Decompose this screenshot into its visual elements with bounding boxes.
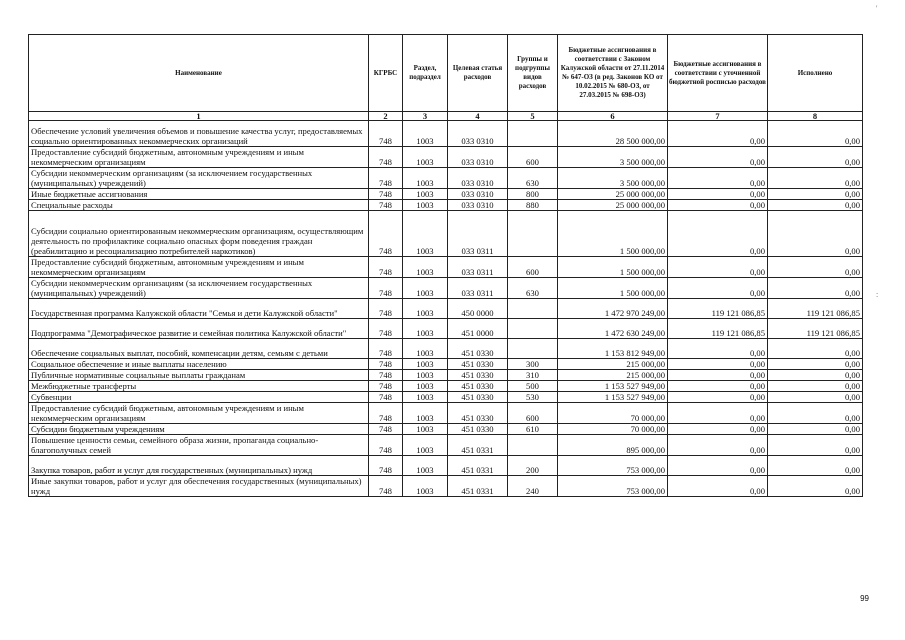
row-refined-amount: 0,00 (668, 403, 768, 424)
row-target: 451 0330 (448, 403, 508, 424)
row-kgrbs: 748 (369, 476, 403, 497)
row-law-amount: 215 000,00 (558, 359, 668, 370)
row-group (508, 339, 558, 359)
row-name: Подпрограмма "Демографическое развитие и семейная политика Калужской области" (29, 319, 369, 339)
row-name: Субсидии некоммерческим организациям (за исключением государственных (муниципальных) учреждений) (29, 278, 369, 299)
row-razdel: 1003 (403, 392, 448, 403)
row-razdel: 1003 (403, 476, 448, 497)
header-done: Исполнено (768, 35, 863, 112)
row-law-amount: 3 500 000,00 (558, 147, 668, 168)
row-refined-amount: 0,00 (668, 257, 768, 278)
row-kgrbs: 748 (369, 211, 403, 257)
row-group: 600 (508, 147, 558, 168)
table-row (29, 370, 863, 381)
row-group: 880 (508, 200, 558, 211)
row-group: 600 (508, 257, 558, 278)
row-law-amount: 215 000,00 (558, 370, 668, 381)
row-kgrbs: 748 (369, 370, 403, 381)
col-number: 5 (508, 112, 558, 121)
table-row (29, 257, 863, 278)
row-razdel: 1003 (403, 168, 448, 189)
row-refined-amount: 0,00 (668, 200, 768, 211)
row-kgrbs: 748 (369, 456, 403, 476)
row-target: 451 0330 (448, 424, 508, 435)
row-target: 451 0331 (448, 456, 508, 476)
table-row (29, 403, 863, 424)
row-kgrbs: 748 (369, 403, 403, 424)
row-name: Субсидии бюджетным учреждениям (29, 424, 369, 435)
table-row (29, 359, 863, 370)
row-done-amount: 0,00 (768, 168, 863, 189)
row-done-amount: 0,00 (768, 359, 863, 370)
row-razdel: 1003 (403, 370, 448, 381)
row-name: Иные бюджетные ассигнования (29, 189, 369, 200)
row-done-amount: 0,00 (768, 392, 863, 403)
row-done-amount: 0,00 (768, 403, 863, 424)
row-name: Субсидии социально ориентированным некоммерческим организациям, осуществляющим деятельность по профилактике социально опасных форм поведения граждан (реабилитацию и ресоциализацию потребителей наркотиков) (29, 211, 369, 257)
col-number: 8 (768, 112, 863, 121)
row-refined-amount: 0,00 (668, 456, 768, 476)
col-number: 7 (668, 112, 768, 121)
row-kgrbs: 748 (369, 435, 403, 456)
row-refined-amount: 0,00 (668, 121, 768, 147)
row-refined-amount: 0,00 (668, 211, 768, 257)
row-done-amount: 0,00 (768, 147, 863, 168)
row-law-amount: 753 000,00 (558, 456, 668, 476)
row-refined-amount: 0,00 (668, 147, 768, 168)
row-refined-amount: 0,00 (668, 278, 768, 299)
row-razdel: 1003 (403, 257, 448, 278)
row-name: Субсидии некоммерческим организациям (за исключением государственных (муниципальных) учреждений) (29, 168, 369, 189)
row-name: Повышение ценности семьи, семейного образа жизни, пропаганда социально-благополучных семей (29, 435, 369, 456)
row-kgrbs: 748 (369, 392, 403, 403)
row-law-amount: 1 153 812 949,00 (558, 339, 668, 359)
row-kgrbs: 748 (369, 121, 403, 147)
row-razdel: 1003 (403, 147, 448, 168)
row-target: 033 0311 (448, 211, 508, 257)
col-number: 2 (369, 112, 403, 121)
row-group (508, 435, 558, 456)
row-razdel: 1003 (403, 121, 448, 147)
table-row (29, 435, 863, 456)
row-group: 530 (508, 392, 558, 403)
row-name: Публичные нормативные социальные выплаты гражданам (29, 370, 369, 381)
row-done-amount: 119 121 086,85 (768, 299, 863, 319)
row-refined-amount: 0,00 (668, 392, 768, 403)
row-refined-amount: 0,00 (668, 168, 768, 189)
row-done-amount: 0,00 (768, 476, 863, 497)
row-target: 033 0310 (448, 189, 508, 200)
row-refined-amount: 0,00 (668, 381, 768, 392)
row-law-amount: 3 500 000,00 (558, 168, 668, 189)
row-target: 451 0000 (448, 319, 508, 339)
row-refined-amount: 0,00 (668, 189, 768, 200)
row-razdel: 1003 (403, 339, 448, 359)
row-law-amount: 1 472 630 249,00 (558, 319, 668, 339)
row-group: 310 (508, 370, 558, 381)
row-razdel: 1003 (403, 403, 448, 424)
table-row (29, 476, 863, 497)
column-number-row (29, 112, 863, 121)
row-refined-amount: 119 121 086,85 (668, 319, 768, 339)
row-group (508, 319, 558, 339)
row-razdel: 1003 (403, 456, 448, 476)
row-law-amount: 25 000 000,00 (558, 200, 668, 211)
table-row (29, 339, 863, 359)
row-refined-amount: 0,00 (668, 359, 768, 370)
row-kgrbs: 748 (369, 299, 403, 319)
row-target: 033 0310 (448, 168, 508, 189)
row-target: 451 0331 (448, 476, 508, 497)
row-target: 451 0330 (448, 359, 508, 370)
row-kgrbs: 748 (369, 359, 403, 370)
row-name: Межбюджетные трансферты (29, 381, 369, 392)
row-kgrbs: 748 (369, 168, 403, 189)
row-razdel: 1003 (403, 189, 448, 200)
row-group: 630 (508, 168, 558, 189)
table-row (29, 168, 863, 189)
row-law-amount: 1 153 527 949,00 (558, 392, 668, 403)
row-group: 630 (508, 278, 558, 299)
row-law-amount: 1 500 000,00 (558, 211, 668, 257)
row-refined-amount: 0,00 (668, 435, 768, 456)
table-row (29, 147, 863, 168)
row-razdel: 1003 (403, 424, 448, 435)
row-group: 600 (508, 403, 558, 424)
table-row (29, 424, 863, 435)
row-razdel: 1003 (403, 211, 448, 257)
row-target: 450 0000 (448, 299, 508, 319)
row-name: Субвенции (29, 392, 369, 403)
table-row (29, 189, 863, 200)
row-kgrbs: 748 (369, 319, 403, 339)
col-number: 3 (403, 112, 448, 121)
header-row (29, 35, 863, 112)
header-kgrbs: КГРБС (369, 35, 403, 112)
header-target: Целевая статья расходов (448, 35, 508, 112)
row-razdel: 1003 (403, 381, 448, 392)
row-kgrbs: 748 (369, 339, 403, 359)
table-row (29, 121, 863, 147)
row-kgrbs: 748 (369, 189, 403, 200)
row-kgrbs: 748 (369, 200, 403, 211)
col-number: 6 (558, 112, 668, 121)
header-law: Бюджетные ассигнования в соответствии с Законом Калужской области от 27.11.2014 № 647-ОЗ (в ред. Законов КО от 10.02.2015 № 680-ОЗ, от 27.03.2015 № 698-ОЗ) (558, 35, 668, 112)
table-row (29, 381, 863, 392)
row-refined-amount: 0,00 (668, 424, 768, 435)
row-law-amount: 28 500 000,00 (558, 121, 668, 147)
row-law-amount: 1 153 527 949,00 (558, 381, 668, 392)
row-group (508, 299, 558, 319)
row-law-amount: 753 000,00 (558, 476, 668, 497)
table-row (29, 278, 863, 299)
table-row (29, 299, 863, 319)
row-done-amount: 0,00 (768, 257, 863, 278)
row-razdel: 1003 (403, 299, 448, 319)
row-razdel: 1003 (403, 200, 448, 211)
header-razdel: Раздел, подраздел (403, 35, 448, 112)
row-name: Закупка товаров, работ и услуг для государственных (муниципальных) нужд (29, 456, 369, 476)
row-refined-amount: 0,00 (668, 370, 768, 381)
row-done-amount: 0,00 (768, 121, 863, 147)
row-name: Государственная программа Калужской области "Семья и дети Калужской области" (29, 299, 369, 319)
row-target: 451 0330 (448, 392, 508, 403)
table-row (29, 211, 863, 257)
row-law-amount: 895 000,00 (558, 435, 668, 456)
row-name: Предоставление субсидий бюджетным, автономным учреждениям и иным некоммерческим организациям (29, 257, 369, 278)
row-done-amount: 0,00 (768, 456, 863, 476)
row-kgrbs: 748 (369, 381, 403, 392)
row-refined-amount: 0,00 (668, 339, 768, 359)
row-law-amount: 70 000,00 (558, 403, 668, 424)
row-group: 240 (508, 476, 558, 497)
row-razdel: 1003 (403, 319, 448, 339)
row-group (508, 121, 558, 147)
row-refined-amount: 0,00 (668, 476, 768, 497)
header-groups: Группы и подгруппы видов расходов (508, 35, 558, 112)
row-kgrbs: 748 (369, 278, 403, 299)
row-law-amount: 1 472 970 249,00 (558, 299, 668, 319)
row-target: 033 0311 (448, 278, 508, 299)
row-done-amount: 0,00 (768, 339, 863, 359)
row-done-amount: 0,00 (768, 189, 863, 200)
row-target: 451 0330 (448, 381, 508, 392)
table-body (29, 121, 863, 497)
row-name: Обеспечение социальных выплат, пособий, компенсации детям, семьям с детьми (29, 339, 369, 359)
row-target: 451 0331 (448, 435, 508, 456)
row-group: 300 (508, 359, 558, 370)
row-target: 451 0330 (448, 370, 508, 381)
row-kgrbs: 748 (369, 147, 403, 168)
header-refined: Бюджетные ассигнования в соответствии с уточненной бюджетной росписью расходов (668, 35, 768, 112)
row-target: 451 0330 (448, 339, 508, 359)
row-name: Социальное обеспечение и иные выплаты населению (29, 359, 369, 370)
scan-mark: ' (876, 4, 878, 13)
row-refined-amount: 119 121 086,85 (668, 299, 768, 319)
row-done-amount: 119 121 086,85 (768, 319, 863, 339)
row-target: 033 0310 (448, 147, 508, 168)
row-name: Предоставление субсидий бюджетным, автономным учреждениям и иным некоммерческим организациям (29, 147, 369, 168)
table-row (29, 456, 863, 476)
row-target: 033 0310 (448, 200, 508, 211)
row-name: Иные закупки товаров, работ и услуг для обеспечения государственных (муниципальных) нужд (29, 476, 369, 497)
row-target: 033 0311 (448, 257, 508, 278)
budget-table (28, 34, 863, 497)
row-name: Предоставление субсидий бюджетным, автономным учреждениям и иным некоммерческим организациям (29, 403, 369, 424)
row-done-amount: 0,00 (768, 278, 863, 299)
row-razdel: 1003 (403, 278, 448, 299)
row-group (508, 211, 558, 257)
col-number: 4 (448, 112, 508, 121)
table-row (29, 200, 863, 211)
row-done-amount: 0,00 (768, 200, 863, 211)
row-group: 500 (508, 381, 558, 392)
col-number: 1 (29, 112, 369, 121)
header-name: Наименование (29, 35, 369, 112)
table-row (29, 319, 863, 339)
row-razdel: 1003 (403, 435, 448, 456)
row-name: Обеспечение условий увеличения объемов и повышение качества услуг, предоставляемых социально ориентированных некоммерческих организаций (29, 121, 369, 147)
row-done-amount: 0,00 (768, 211, 863, 257)
page-number: 99 (860, 594, 869, 603)
row-group: 800 (508, 189, 558, 200)
row-law-amount: 25 000 000,00 (558, 189, 668, 200)
row-law-amount: 70 000,00 (558, 424, 668, 435)
row-target: 033 0310 (448, 121, 508, 147)
row-group: 200 (508, 456, 558, 476)
row-done-amount: 0,00 (768, 370, 863, 381)
row-done-amount: 0,00 (768, 381, 863, 392)
row-law-amount: 1 500 000,00 (558, 257, 668, 278)
row-law-amount: 1 500 000,00 (558, 278, 668, 299)
table-row (29, 392, 863, 403)
row-kgrbs: 748 (369, 424, 403, 435)
row-group: 610 (508, 424, 558, 435)
row-done-amount: 0,00 (768, 435, 863, 456)
row-kgrbs: 748 (369, 257, 403, 278)
row-done-amount: 0,00 (768, 424, 863, 435)
row-name: Специальные расходы (29, 200, 369, 211)
row-razdel: 1003 (403, 359, 448, 370)
scan-mark: : (876, 290, 879, 299)
